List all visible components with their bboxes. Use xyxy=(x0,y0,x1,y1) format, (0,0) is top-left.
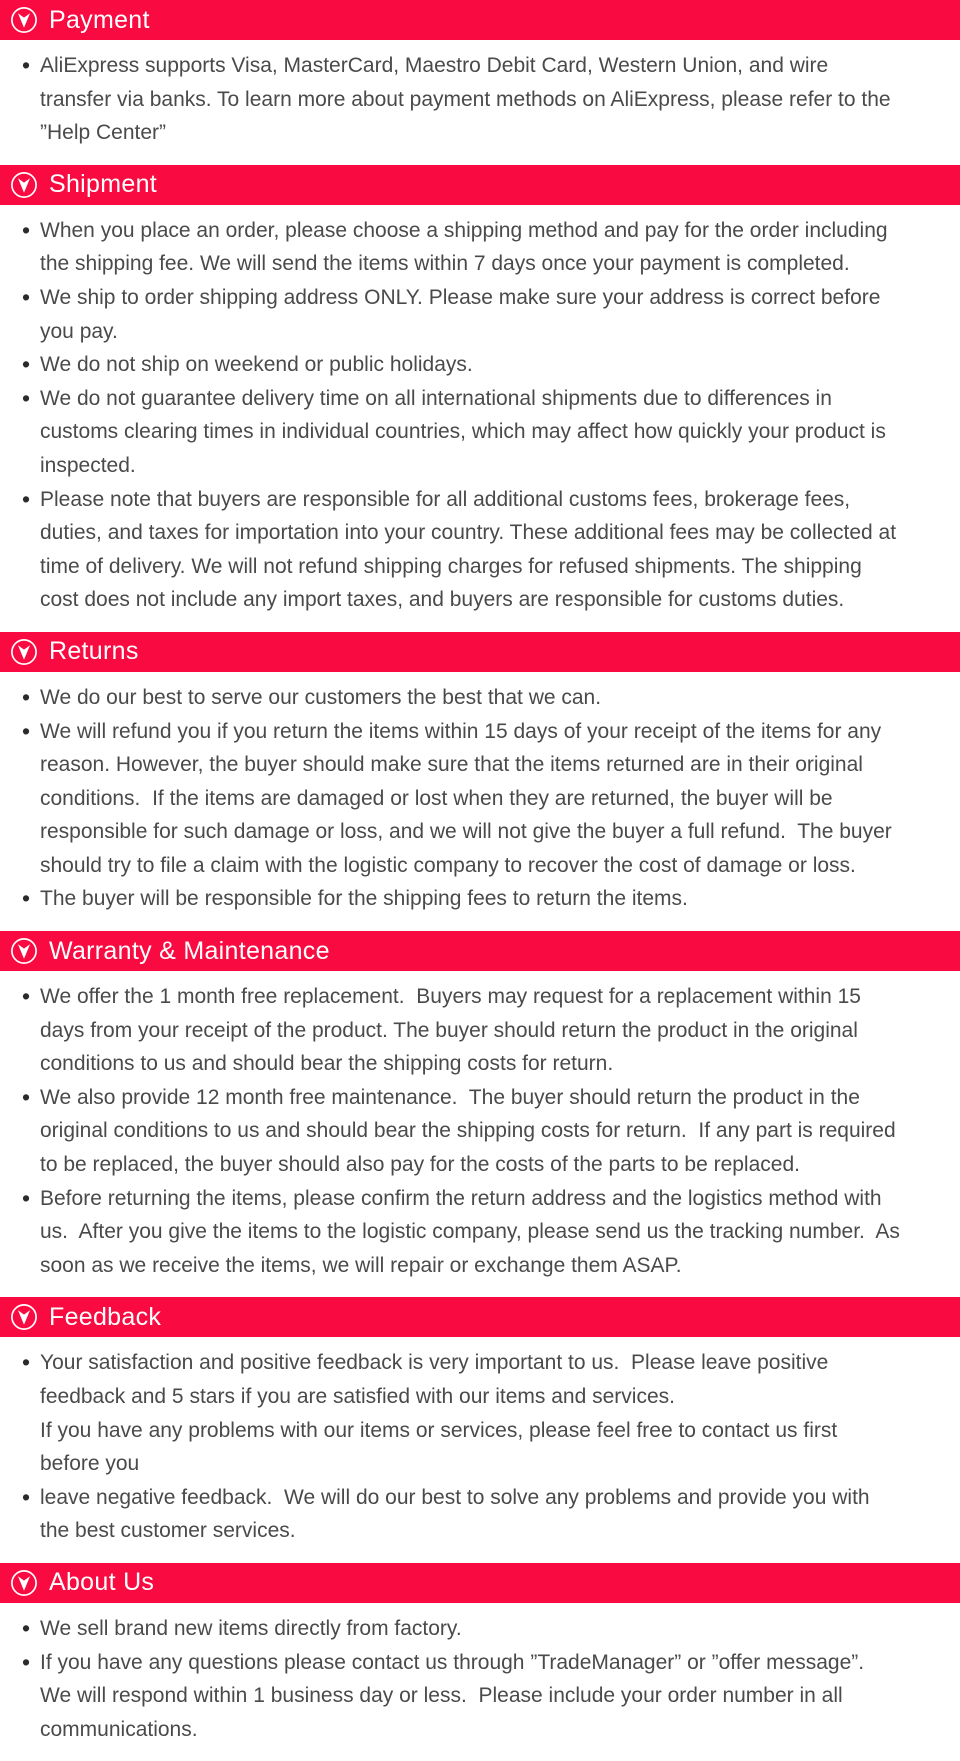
list-item-text: When you place an order, please choose a shipping method and pay for the order including the shipping fee. We will send the items within 7 days once your payment is completed. xyxy=(40,218,894,276)
section-title: Feedback xyxy=(49,1302,162,1331)
section-list xyxy=(0,971,960,1297)
bullet-icon: • xyxy=(22,983,31,1010)
dart-circle-icon xyxy=(10,937,38,965)
bullet-icon: • xyxy=(22,717,31,744)
bullet-icon: • xyxy=(22,1648,31,1675)
bullet-icon: • xyxy=(22,1614,31,1641)
bullet-icon: • xyxy=(22,384,31,411)
bullet-icon: • xyxy=(22,1184,31,1211)
policy-section xyxy=(0,0,960,165)
bullet-icon: • xyxy=(22,351,31,378)
list-item-text: We do not ship on weekend or public holidays. xyxy=(40,353,473,377)
section-list xyxy=(0,672,960,931)
dart-circle-icon xyxy=(10,1569,38,1597)
dart-circle-icon xyxy=(10,638,38,666)
bullet-icon: • xyxy=(22,283,31,310)
list-item xyxy=(22,882,902,916)
section-title: Shipment xyxy=(49,170,158,199)
dart-circle-icon xyxy=(10,1303,38,1331)
bullet-icon: • xyxy=(22,1083,31,1110)
bullet-icon: • xyxy=(22,1483,31,1510)
dart-circle-icon xyxy=(10,171,38,199)
dart-circle-icon xyxy=(10,6,38,34)
list-item xyxy=(22,1182,906,1283)
list-item xyxy=(22,281,902,348)
section-title: About Us xyxy=(49,1568,155,1597)
section-list xyxy=(0,1603,960,1761)
section-header-bar xyxy=(0,931,960,971)
list-item xyxy=(22,483,902,617)
list-item xyxy=(22,1414,902,1481)
list-item xyxy=(22,715,902,883)
list-item-text: leave negative feedback. We will do our best to solve any problems and provide you with the best customer services. xyxy=(40,1485,876,1543)
list-item xyxy=(22,382,902,483)
policy-section xyxy=(0,165,960,632)
section-list xyxy=(0,1337,960,1563)
list-item-text: Please note that buyers are responsible for all additional customs fees, brokerage fees, duties, and taxes for importation into your country. These additional fees may be collected at time of delivery. We will not refund shipping charges for refused shipments. The shipping cost does not include any import taxes, and buyers are responsible for customs duties. xyxy=(40,487,902,612)
list-item-text: If you have any problems with our items or services, please feel free to contact us first before you xyxy=(40,1418,844,1476)
policy-section xyxy=(0,1297,960,1563)
list-item xyxy=(22,1612,902,1646)
list-item xyxy=(22,49,902,150)
section-title: Returns xyxy=(49,637,139,666)
list-item xyxy=(22,1346,902,1413)
policy-section xyxy=(0,931,960,1297)
list-item xyxy=(22,681,902,715)
list-item-text: We do our best to serve our customers the best that we can. xyxy=(40,685,602,709)
list-item xyxy=(22,980,902,1081)
list-item-text: We offer the 1 month free replacement. Buyers may request for a replacement within 15 days from your receipt of the product. The buyer should return the product in the original conditions to us and should bear the shipping costs for return. xyxy=(40,985,867,1076)
section-list xyxy=(0,205,960,632)
section-title: Payment xyxy=(49,5,150,34)
policy-section xyxy=(0,632,960,931)
list-item xyxy=(22,348,902,382)
list-item-text: Your satisfaction and positive feedback is very important to us. Please leave positive feedback and 5 stars if you are satisfied with our items and services. xyxy=(40,1351,835,1408)
list-item-text: We sell brand new items directly from factory. xyxy=(40,1616,462,1640)
list-item-text: We will refund you if you return the items within 15 days of your receipt of the items for any reason. However, the buyer should make sure that the items returned are in their original conditions. If the items are damaged or lost when they are returned, the buyer will be responsible for such damage or loss, and we will not give the buyer a full refund. The buyer should try to file a claim with the logistic company to recover the cost of damage or loss. xyxy=(40,719,898,877)
bullet-icon: • xyxy=(22,52,31,78)
section-header-bar xyxy=(0,1563,960,1603)
section-list xyxy=(0,40,960,165)
section-title: Warranty & Maintenance xyxy=(49,936,330,965)
bullet-icon: • xyxy=(22,885,31,912)
list-item xyxy=(22,1646,902,1747)
bullet-icon: • xyxy=(22,216,31,243)
section-header-bar xyxy=(0,165,960,205)
list-item-text: We ship to order shipping address ONLY. Please make sure your address is correct before you pay. xyxy=(40,285,887,343)
bullet-icon: • xyxy=(22,683,31,710)
bullet-icon: • xyxy=(22,1349,31,1376)
list-item xyxy=(22,1481,902,1548)
section-header-bar xyxy=(0,1297,960,1337)
list-item xyxy=(22,214,902,281)
list-item xyxy=(22,1081,902,1182)
list-item-text: We do not guarantee delivery time on all international shipments due to differences in customs clearing times in individual countries, which may affect how quickly your product is inspected. xyxy=(40,386,892,477)
section-header-bar xyxy=(0,632,960,672)
bullet-icon: • xyxy=(22,485,31,512)
list-item-text: If you have any questions please contact us through ”TradeManager” or ”offer message”. We will respond within 1 business day or less. Please include your order number in all communications. xyxy=(40,1650,876,1741)
list-item-text: Before returning the items, please confirm the return address and the logistics method with us. After you give the items to the logistic company, please send us the tracking number. As soon as we receive the items, we will repair or exchange them ASAP. xyxy=(40,1186,906,1277)
list-item-text: The buyer will be responsible for the shipping fees to return the items. xyxy=(40,887,688,911)
list-item-text: AliExpress supports Visa, MasterCard, Maestro Debit Card, Western Union, and wire transfer via banks. To learn more about payment methods on AliExpress, please refer to the ”Help Center” xyxy=(40,54,897,145)
section-header-bar xyxy=(0,0,960,40)
policy-section xyxy=(0,1563,960,1761)
list-item-text: We also provide 12 month free maintenance. The buyer should return the product in the original conditions to us and should bear the shipping costs for return. If any part is required to be replaced, the buyer should also pay for the costs of the parts to be replaced. xyxy=(40,1085,902,1177)
